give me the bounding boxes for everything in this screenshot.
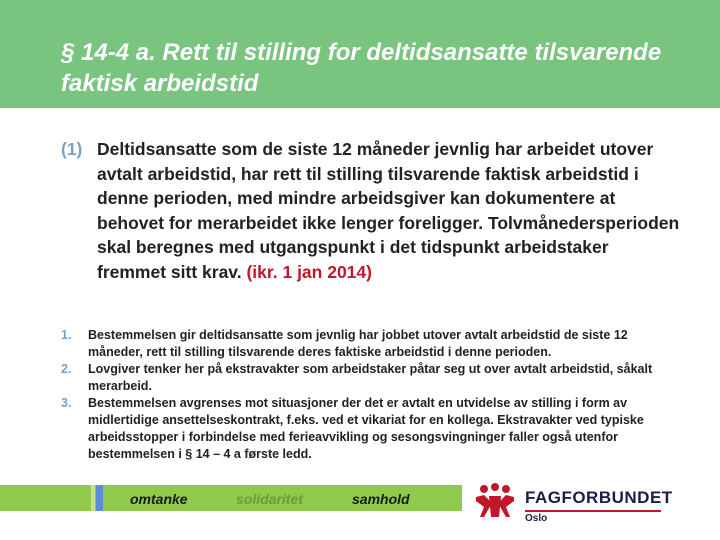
org-name: FAGFORBUNDET [525, 488, 673, 507]
title-bar [0, 0, 720, 108]
list-item-number: 2. [61, 362, 72, 376]
paragraph-reference: (ikr. 1 jan 2014) [246, 261, 372, 282]
paragraph-number: (1) [61, 139, 83, 159]
paragraph-body [97, 137, 681, 284]
list-item-text: Bestemmelsen avgrenses mot situasjoner der det er avtalt en utvidelse av stilling i form av midlertidige ansettelseskontrakt, f.eks. ved et vikariat for en kollega. Ekstravakter ved typiske arbeidsstopper i forbindelse med ferieavvikling og sesongsvingninger faller også utenfor bestemmelsen i § 14 – 4 a første ledd. [88, 396, 644, 461]
footer-word-samhold: samhold [352, 491, 410, 507]
footer-word-solidaritet: solidaritet [236, 491, 303, 507]
footer-stripe [96, 485, 103, 511]
list-item-text: Bestemmelsen gir deltidsansatte som jevnlig har jobbet utover avtalt arbeidstid de siste 12 måneder, rett til stilling tilsvarende deres faktiske arbeidstid i denne perioden. [88, 328, 628, 359]
list-item [61, 395, 671, 463]
paragraph-1 [61, 137, 681, 284]
logo-divider [525, 510, 661, 512]
footer-bar [0, 485, 462, 511]
footer-word-omtanke: omtanke [130, 491, 188, 507]
explanation-list [61, 327, 671, 463]
slide-title: § 14-4 a. Rett til stilling for deltidsansatte tilsvarende faktisk arbeidstid [61, 39, 662, 97]
org-branch: Oslo [525, 513, 548, 524]
footer-stripe [91, 485, 95, 511]
list-item [61, 361, 671, 395]
list-item-number: 1. [61, 328, 72, 342]
list-item-number: 3. [61, 396, 72, 410]
page-number: 5 [680, 489, 686, 499]
list-item-text: Lovgiver tenker her på ekstravakter som arbeidstaker påtar seg ut over avtalt arbeidstid, såkalt merarbeid. [88, 362, 653, 393]
paragraph-text: Deltidsansatte som de siste 12 måneder jevnlig har arbeidet utover avtalt arbeidstid, har rett til stilling tilsvarende faktisk arbeidstid i denne perioden, med mindre arbeidsgiver kan dokumentere at behovet for merarbeidet ikke lenger foreligger. Tolvmånedersperioden skal beregnes med utgangspunkt i det tidspunkt arbeidstaker fremmet sitt krav. [97, 139, 680, 282]
list-item [61, 327, 671, 361]
fagforbundet-logo-icon [472, 481, 518, 519]
